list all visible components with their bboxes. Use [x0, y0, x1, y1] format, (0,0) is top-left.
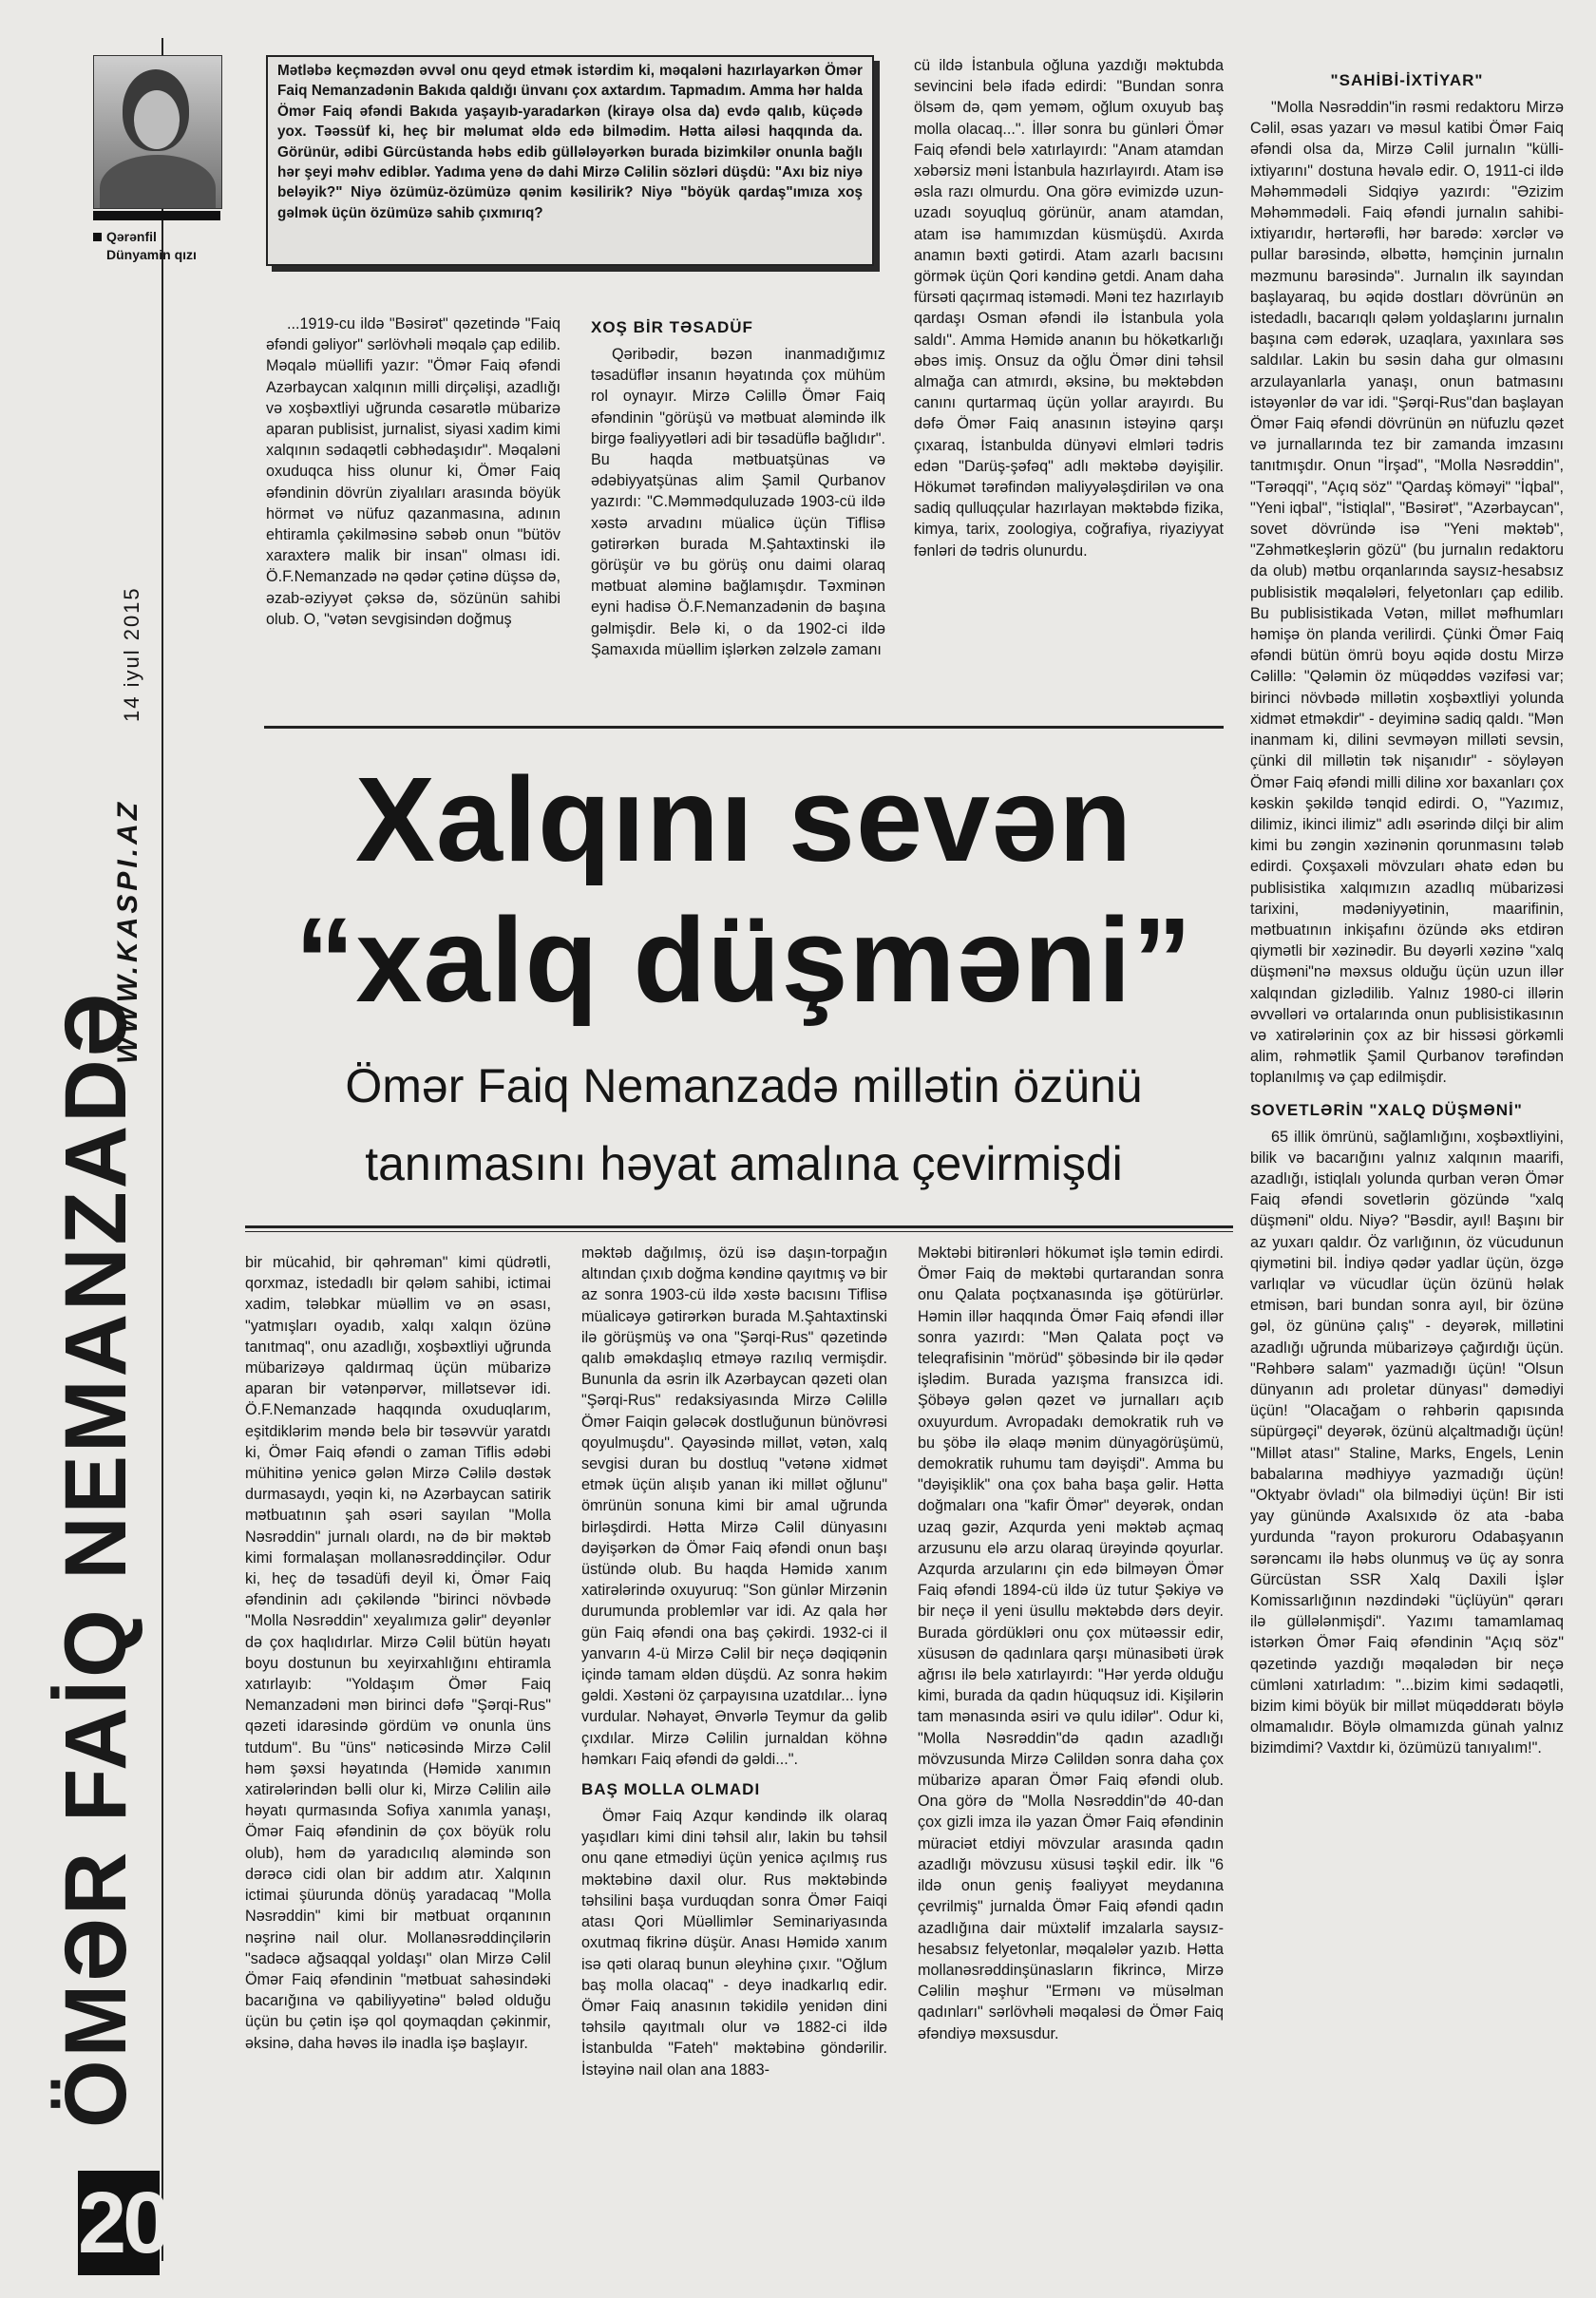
issue-date: 14 iyul 2015 — [120, 586, 143, 722]
subtitle-line-1: Ömər Faiq Nemanzadə millətin özünü — [345, 1059, 1143, 1112]
column-bottom-2 — [581, 1243, 887, 2261]
section-name-vertical: ÖMƏR FAİQ NEMANZADƏ — [48, 990, 144, 2128]
paragraph: Ömər Faiq Azqur kəndində ilk olaraq yaşıdları kimi dini təhsil alır, lakin bu təhsil onu qane etmədiyi üçün yenicə açılmış rus məktəbinə daxil olur. Rus məktəbində təhsilini başa vurduqdan sonra Ömər Faiqi atası Qori Müəllimlər Seminariyasında oxutmaq fikrinə düşür. Anası Həmidə xanım isə qəti olaraq bunun əleyhinə çıxır. "Oğlum baş molla olacaq" - deyə inadkarlıq edir. Ömər Faiq anasının təkidilə yenidən dini təhsilə qayıtmalı olur və 1882-ci ildə İstanbulda "Fateh" məktəbinə göndərilir. İstəyinə nail olan ana 1883- — [581, 1808, 887, 2079]
paragraph: "Molla Nəsrəddin"in rəsmi redaktoru Mirzə Cəlil, əsas yazarı və məsul katibi Ömər Faiq əfəndi olsa da, Mirzə Cəlil jurnalın "külli-ixtiyarını" dostuna həvalə edir. O, 1911-ci ildə Məhəmmədəli Sidqiyə yazırdı: "Əzizim Məhəmmədəli. Faiq əfəndi jurnalın sahibi-ixtiyarıdır, hərtərəfli, hər barədə: xərclər və pullar barəsində, əlbəttə, həmçinin jurnalın məzmunu barəsində". Jurnalın ilk sayından başlayaraq, bu əqidə dostları dövrünün ən istedadlı, bacarıqlı qələm yoldaşlarını jurnalın başına cəm edərək, uzaqlara, yaxınlara səs saldılar. Lakin bu səsin daha gur olmasını arzulayanlarla yanaşı, onun batmasını istəyənlər də var idi. "Şərqi-Rus"dan başlayan Ömər Faiq əfəndi dövrünün ən nüfuzlu qəzet və jurnallarında tez bir zamanda imzasını tanıtmışdır. Onun "İrşad", "Molla Nəsrəddin", "Tərəqqi", "Açıq söz" "Qardaş köməyi" "İqbal", "Yeni iqbal", "İstiqlal", "Bəsirət", "Azərbaycan", sovet dövründə isə "Yeni məktəb", "Zəhmətkeşlərin gözü" (bu jurnalın redaktoru da olub) mətbu orqanlarında saysız-hesabsız publisistik məqalələri, felyetonları çap edilib. Bu publisistikada Vətən, millət məfhumları həmişə ön planda verilirdi. Çünki Ömər Faiq əfəndi bütün ömrü boyu əqidə dostu Mirzə Cəlillə: "Qələmin öz müqəddəs vəzifəsi var; birinci növbədə millətin xoşbəxtliyi yolunda xidmət etməkdir" - deyiminə sadiq qaldı. "Mən inanmam ki, dilini sevməyən milləti sevsin, çünki dil millətin tək nişanıdır" - söyləyən Ömər Faiq əfəndi milli dilinə xor baxanları çox kəskin şəkildə tənqid edirdi. O, "Yazımız, dilimiz, ikinci ilimiz" adlı əsərində dilçi bir alim kimi bu zəngin xəzinənin qorunmasını tələb edirdi. Çoxşaxəli mövzuları əhatə edən bu publisistika xalqımızın azadlıq mübarizəsi tarixini, mədəniyyətinin, maarifinin, mətbuatının inkişafını özündə əks etdirən qiymətli bir xəzinədir. Bu dəyərli xəzinə "xalq düşməni"nə məxsus olduğu üçün uzun illər xalqından gizlədilib. Yalnız 1980-ci illərin əvvəlləri və ortalarında onun publisistikasının və xatirələrinin çox az bir hissəsi görkəmli alim, rəhmətlik Şamil Qurbanov tərəfindən toplanılmış və çap edilmişdir. — [1250, 99, 1564, 1087]
paragraph: Qəribədir, bəzən inanmadığımız təsadüflər insanın həyatında çox mühüm rol oynayır. Mirzə Cəlillə Ömər Faiq əfəndinin "görüşü və mətbuat aləmində ilk birgə fəaliyyətləri adi bir təsadüflə bağlıdır". Bu haqda mətbuatşünas və ədəbiyyatşünas alim Şamil Qurbanov yazırdı: "C.Məmmədquluzadə 1903-cü ildə xəstə arvadını müalicə üçün Tiflisə gətirərkən burada M.Şahtaxtinski ilə görüşür və bu görüş onu daimi olaraq mətbuat aləminə bağlamışdır. Təxminən eyni hadisə Ö.F.Nemanzadənin də başına gəlmişdir. Belə ki, o da 1902-ci ildə Şamaxıda müəllim işlərkən zəlzələ zamanı — [591, 346, 885, 658]
headline-rule-bottom — [245, 1225, 1233, 1228]
column-right — [1250, 66, 1564, 2261]
headline-line-1: Xalqını sevən — [354, 752, 1133, 886]
paragraph: ...1919-cu ildə "Bəsirət" qəzetində "Faiq əfəndi gəliyor" sərlövhəli məqalə çap edilib. Məqalə müəllifi yazır: "Ömər Faiq əfəndi Azərbaycan xalqının milli dirçəlişi, azadlığı və xoşbəxtliyi uğrunda cəsarətlə mübarizə aparan publisist, jurnalist, siyasi xadim kimi xalqının sədaqətli cəbhədaşıdır". Məqaləni oxuduqca hiss olunur ki, Ömər Faiq əfəndinin dövrün ziyalıları arasında böyük hörmət və nüfuz qazanmasına, adının ehtiramla çəkilməsinə səbəb onun "bütöv xaraxterə malik bir insan" olması idi. Ö.F.Nemanzadə nə qədər çətinə düşsə də, əzab-əziyyət çəksə də, sözünün sahibi olub. O, "vətən sevgisindən doğmuş — [266, 315, 560, 628]
headline-line-2: “xalq düşməni” — [294, 893, 1193, 1027]
subheading-bas-molla-olmadi: BAŞ MOLLA OLMADI — [581, 1780, 761, 1799]
author-name-line1: Qərənfil — [106, 229, 157, 244]
subtitle-line-2: tanımasını həyat amalına çevirmişdi — [365, 1137, 1123, 1190]
column-top-3 — [914, 55, 1224, 712]
paragraph: bir mücahid, bir qəhrəman" kimi qüdrətli, qorxmaz, istedadlı bir qələm sahibi, ictimai xadim, tələbkar müəllim və ən əsası, "yatmışları oyadıb, xalqı xalqın özünə tanıtmaq", onu azadlığı, xoşbəxtliyi uğrunda mübarizəyə qaldırmaq üçün mübarizə aparan bir vətənpərvər, millətsevər idi. Ö.F.Nemanzadə haqqında oxuduqlarım, eşitdiklərim məndə belə bir təsəvvür yaratdı ki, Ömər Faiq əfəndi o zaman Tiflis ədəbi mühitinə yenicə gələn Mirzə Cəlilə dəstək durmasaydı, yəqin ki, nə Azərbaycan satirik mətbuatının şah əsəri sayılan "Molla Nəsrəddin" jurnalı olardı, nə də bir məktəb kimi formalaşan mollanəsrəddinçilər. Odur ki, heç də təsadüfi deyil ki, Ömər Faiq əfəndinin adı çəkiləndə "birinci növbədə "Molla Nəsrəddin" xeyalımıza gəlir" deyənlər də çox haqlıdırlar. Mirzə Cəlil bütün həyatı boyu dostunun bu xeyirxahlığını ehtiramla xatırlayıb: "Yoldaşım Ömər Faiq Nemanzadəni mən birinci dəfə "Şərqi-Rus" qəzeti idarəsində gördüm və onunla üns tutdum". Bu "üns" nəticəsində Mirzə Cəlil həm şəxsi həyatında (Həmidə xanımın xatirələrindən bəlli olur ki, Mirzə Cəlilin ailə həyatı qurmasında Sofiya xanımla yanaşı, Ömər Faiq əfəndinin də çox böyük rolu olub), həm də yaradıcılıq aləmində son dərəcə cidi olan bir addım atır. Xalqının ictimai şüurunda dönüş yaradacaq "Molla Nəsrəddin" kimi bir mətbuat orqanının nəşrinə nail olur. Mollanəsrəddinçilərin "sadəcə ağsaqqal yoldaşı" olan Mirzə Cəlil Ömər Faiq əfəndinin "mətbuat sahəsindəki bacarığına və qabiliyyətinə" bələd olduğu üçün bu çətin işə qol qoymaqdan çəkinmir, əksinə, daha həvəs ilə inadla işə başlayır. — [245, 1254, 551, 2052]
subheading-xos-bir-tesaduf: XOŞ BİR TƏSADÜF — [591, 318, 753, 336]
author-name-line2: Dünyamin qızı — [106, 246, 197, 262]
paragraph: məktəb dağılmış, özü isə daşın-torpağın altından çıxıb doğma kəndinə qayıtmış və bir az sonra 1903-cü ildə xəstə bacısını Tiflisə müalicəyə gətirərkən burada M.Şahtaxtinski ilə görüşmüş və ona "Şərqi-Rus" qəzetində qalıb əməkdaşlıq etməyə razılıq vermişdir. Bununla da əsrin ilk Azərbaycan qəzeti olan "Şərqi-Rus" redaksiyasında Mirzə Cəlillə Ömər Faiqin gələcək dostluğunun bünövrəsi qoyulmuşdu". Qayəsində millət, vətən, xalq sevgisi duran bu dostluq "vətənə xidmət etmək üçün alışıb yanan iki millət oğlunu" ömrünün sonuna kimi bir amal uğrunda birləşdirdi. Hətta Mirzə Cəlil dünyasını dəyişərkən də Ömər Faiq əfəndi onun başı üstündə olub. Bu haqda Həmidə xanım xatirələrində oxuyuruq: "Son günlər Mirzənin durumunda problemlər var idi. Az qala hər gün Faiq əfəndi ona baş çəkirdi. 1932-ci il yanvarın 4-ü Mirzə Cəlil bir neçə dəqiqənin içində tamam əldən düşdü. Az sonra həkim gəldi. Xəstəni öz çarpayısına uzatdılar... İynə vurdular. Nəhayət, Ənvərlə Teymur da gəlib çıxdılar. Mirzə Cəlilin jurnaldan köhnə həmkarı Faiq əfəndi də gəldi...". — [581, 1244, 887, 1768]
byline-bullet — [93, 233, 102, 241]
headline-rule-bottom-thin — [245, 1231, 1233, 1232]
column-top-2 — [591, 313, 885, 712]
headline-rule-top — [264, 726, 1224, 729]
paragraph: Məktəbi bitirənləri hökumət işlə təmin edirdi. Ömər Faiq də məktəbi qurtarandan sonra onu Qalata poçtxanasında işə götürürlər. Həmin illər haqqında Ömər Faiq əfəndi illər sonra yazırdı: "Mən Qalata poçt və teleqrafisinin "mörüd" şöbəsində bir ilə qədər işlədim. Burada yazışma fransızca idi. Şöbəyə gələn qəzet və jurnalları açıb oxuyurdum. Avropadakı demokratik ruh və bu şöbə ilə əlaqə mənim dünyagörüşümü, demokratik ruhumu tam dəyişdi". Amma bu "dəyişiklik" ona çox baha başa gəlir. Hətta doğmaları ona "kafir Ömər" deyərək, ondan uzaq gəzir, Azqurda yeni məktəb açmaq arzusunu elə arzu olaraq ürəyində qoyurlar. Azqurda arzularını çin edə bilməyən Ömər Faiq əfəndi 1894-cü ildə üz tutur Şəkiyə və bir neçə il yeni üsullu məktəbdə dərs deyir. Burada gördükləri onu çox mütəəssir edir, xüsusən də qadınlara qarşı münasibəti ürək ağrısı ilə belə xatırlayırdı: "Hər yerdə olduğu kimi, burada da qadın hüquqsuz idi. Kişilərin tam mənasında əsiri və qulu idilər". Odur ki, "Molla Nəsrəddin"də qadın azadlığı mövzusunda Mirzə Cəlildən sonra daha çox mübarizə aparan Ömər Faiq əfəndi olub. Ona görə də "Molla Nəsrəddin"də 40-dan çox gizli imza ilə yazan Ömər Faiq əfəndinin müraciət etdiyi mövzular arasında qadın azadlığı mövzusu xüsusi təşkil edir. İlk "6 ildə onun geniş fəaliyyət meydanına çevrilmiş" jurnalda Ömər Faiq əfəndi qadın azadlığına dair müxtəlif imzalarla saysız-hesabsız felyetonlar, məqalələr yazıb. Hətta mollanəsrəddinşünasların fikrincə, Mirzə Cəlilin məşhur "Ermənı və müsəlman qadınları" sərlövhəli məqaləsi də Ömər Faiq əfəndiyə məxsusdur. — [918, 1244, 1224, 2042]
author-photo — [93, 55, 222, 209]
subheading-sahibi-ixtiyar: "SAHİBİ-İXTİYAR" — [1330, 71, 1484, 89]
paragraph: 65 illik ömrünü, sağlamlığını, xoşbəxtliyini, bilik və bacarığını yalnız xalqının maarifi, azadlığı, istiqlalı yolunda qurban verən Ömər Faiq əfəndi sovetlərin gözündə "xalq düşməni" oldu. Niyə? "Bəsdir, ayıl! Başını bir az yuxarı qaldır. Öz varlığının, öz vücudunun qiymətini bil. İndiyə qədər yadlar üçün, özgə varlıqlar və vücudlar üçün özünü həlak etmisən, bari bundan sonra ayıl, bir özünə gəl, öz gününə çalış" - deyərək, millətini azadlığı uğrunda mübarizəyə çağırdığı üçün. "Rəhbərə salam" yazmadığı üçün! "Olsun dünyanın adı proletar dünyası" dəmədiyi üçün! "Olacağam o rəhbərin qapısında süpürgəçi" deyərək, özünü alçaltmadığı üçün! "Millət atası" Staline, Marks, Engels, Lenin babalarına mədhiyyə yazmadığı üçün! "Oktyabr övladı" ola bilmədiyi üçün! Bir isti yay günündə Axalsıxıdə öz ata -baba yurdunda "rayon prokuroru Odabaşyanın sərəncamı ilə həbs olunmuş və üç ay sonra Gürcüstan SSR Xalq Daxili İşlər Komissarlığının nəzdindəki "üçlüyün" qərarı ilə güllələnmişdi". Yazımı tamamlamaq istərkən Ömər Faiq əfəndinin "Açıq söz" qəzetində yazdığı məqalədən bir neçə cümləni xatırladım: "...bizim kimi sədaqətli, bizim kimi böyük bir millət müqəddəratı böylə olmamalıdır. Böylə olmamızda günah yalnız bizimdimi? Vaxtdır ki, özümüzü tanıyalım!". — [1250, 1128, 1564, 1757]
author-photo-bar — [93, 211, 220, 220]
paragraph: cü ildə İstanbula oğluna yazdığı məktubda sevincini belə ifadə edirdi: "Bundan sonra ölsəm də, qəm yeməm, oğlum oxuyub baş molla olacaq...". İllər sonra bu günləri Ömər Faiq əfəndi belə xatırlayırdı: "Anam atamdan xəbərsiz məni İstanbula hazırlayırdı. Atam isə əsla razı olmurdu. Ona görə evimizdə uzun-uzadı soyuqluq görünür, anam atamdan, atam isə hamımızdan küsmüşdü. Axırda anamın bəxti gətirdi. Atam azarlı bacısını görmək üçün Qori kəndinə getdi. Anam daha fürsəti qaçırmaq istəmədi. Məni tez hazırlayıb qardaşı Osman əfəndi ilə İstanbula yola saldı". Amma Həmidə ananın bu hökətkarlığı əbəs imiş. Onsuz da oğlu Ömər dini təhsil almağa can atmırdı, əksinə, bu məktəbdən canını qurtarmaq üçün yollar arayırdı. Bu dəfə Ömər Faiq anasının istəyinə qarşı çıxaraq, İstanbulda dünyəvi elmləri tədris edən "Darüş-şəfəq" adlı məktəbə dəyişilir. Hökumət tərəfindən maliyyələşdirilən və ona sadiq qulluqçular hazırlayan məktəbdə fizika, kimya, tarix, zoologiya, coğrafiya, riyaziyyat fənləri də tədris olunurdu. — [914, 57, 1224, 560]
author-byline — [93, 228, 226, 264]
intro-box: Mətləbə keçməzdən əvvəl onu qeyd etmək istərdim ki, məqaləni hazırlayarkən Ömər Faiq Nemanzadənin Bakıda qaldığı ünvanı çox axtardım. Tapmadım. Amma hər halda Ömər Faiq əfəndi Bakıda yaşayıb-yaradarkən (kirayə olsa da) evdə qalıb, küçədə yox. Təəssüf ki, heç bir məlumat əldə edə bilmədim. Hətta ailəsi haqqında da. Görünür, ədibi Gürcüstanda həbs edib güllələyərkən burada bizimkilər onunla bağlı hər şeyi məhv ediblər. Yadıma yenə də dahi Mirzə Cəlilin sözləri düşdü: "Axı biz niyə beləyik?" Niyə özümüz-özümüzə qənim kəsilirik? Niyə "böyük qardaş"ımıza xoş gəlmək üçün özümüzə sahib çıxmırıq? — [266, 55, 874, 266]
page-number: 20 — [78, 2171, 160, 2275]
column-top-1 — [266, 313, 560, 712]
site-url[interactable]: WWW.KASPI.AZ — [112, 798, 143, 1064]
column-bottom-1 — [245, 1252, 551, 2261]
subheading-sovetlerin-xalq-dusmeni: SOVETLƏRİN "XALQ DÜŞMƏNİ" — [1250, 1100, 1523, 1119]
column-bottom-3 — [918, 1243, 1224, 2261]
